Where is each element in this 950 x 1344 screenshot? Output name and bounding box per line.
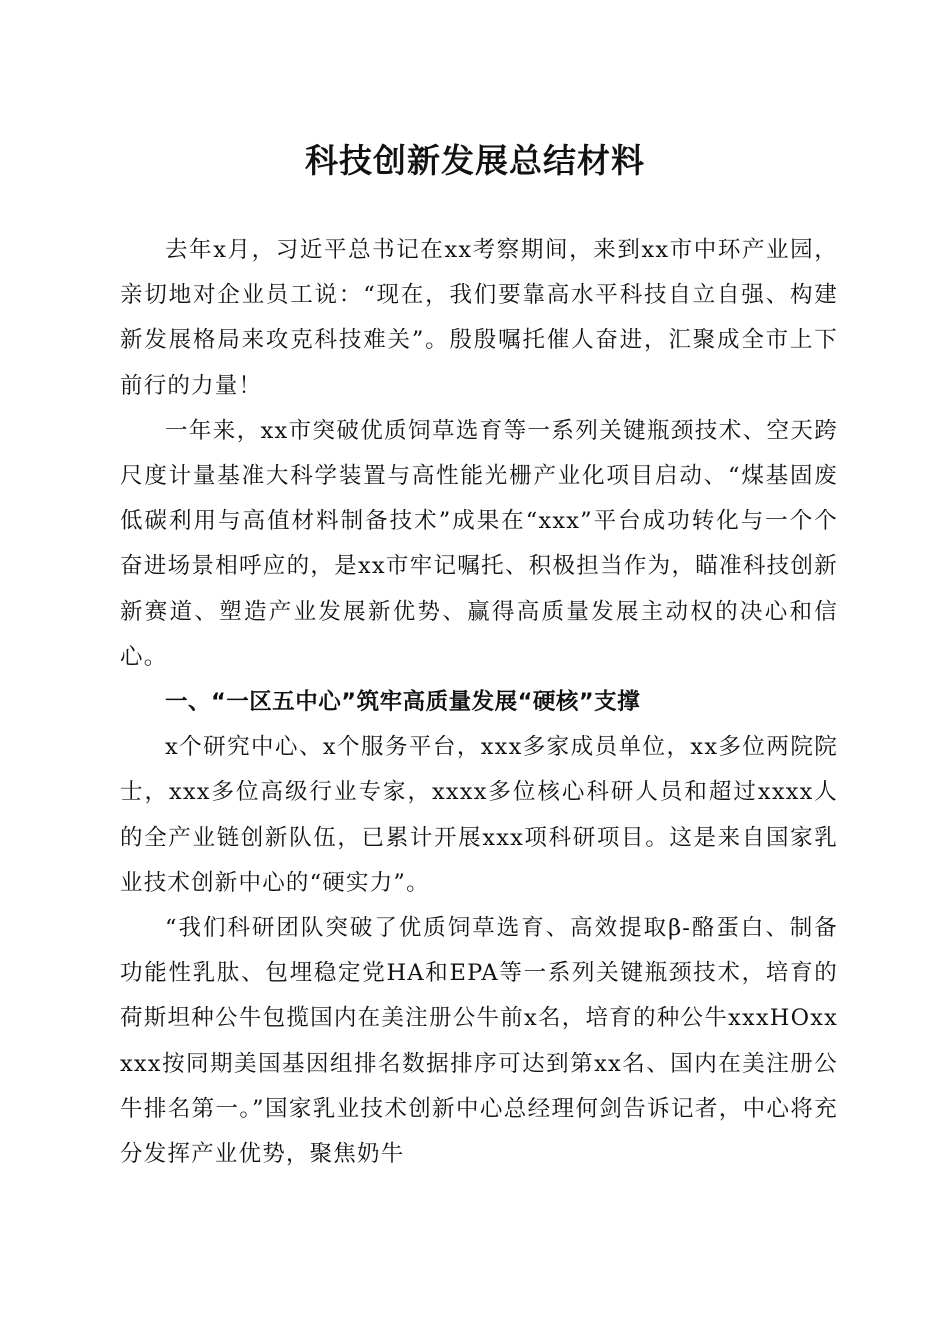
intro-paragraph-1: 去年x月，习近平总书记在xx考察期间，来到xx市中环产业园，亲切地对企业员工说：“现在，我们要靠高水平科技自立自强、构建新发展格局来攻克科技难关”。殷殷嘱托催人奋进，汇聚成全市上下前行的力量！ — [120, 237, 838, 399]
section-heading-1: 一、“一区五中心”筑牢高质量发展“硬核”支撑 — [165, 689, 641, 716]
document-body — [120, 228, 838, 1177]
document-title: 科技创新发展总结材料 — [305, 141, 645, 180]
section-paragraph-1: x个研究中心、x个服务平台，xxx多家成员单位，xx多位两院院士，xxx多位高级行业专家，xxxx多位核心科研人员和超过xxxx人的全产业链创新队伍，已累计开展xxx项科研项目。这是来自国家乳业技术创新中心的“硬实力”。 — [120, 734, 838, 896]
intro-paragraph-2: 一年来，xx市突破优质饲草选育等一系列关键瓶颈技术、空天跨尺度计量基准大科学装置与高性能光栅产业化项目启动、“煤基固废低碳利用与高值材料制备技术”成果在“xxx”平台成功转化与一个个奋进场景相呼应的，是xx市牢记嘱托、积极担当作为，瞄准科技创新新赛道、塑造产业发展新优势、赢得高质量发展主动权的决心和信心。 — [120, 417, 838, 670]
section-paragraph-2: “我们科研团队突破了优质饲草选育、高效提取β-酪蛋白、制备功能性乳肽、包埋稳定党HA和EPA等一系列关键瓶颈技术，培育的荷斯坦种公牛包揽国内在美注册公牛前x名，培育的种公牛xxxHOxxxxx按同期美国基因组排名数据排序可达到第xx名、国内在美注册公牛排名第一。”国家乳业技术创新中心总经理何剑告诉记者，中心将充分发挥产业优势，聚焦奶牛 — [120, 915, 838, 1168]
